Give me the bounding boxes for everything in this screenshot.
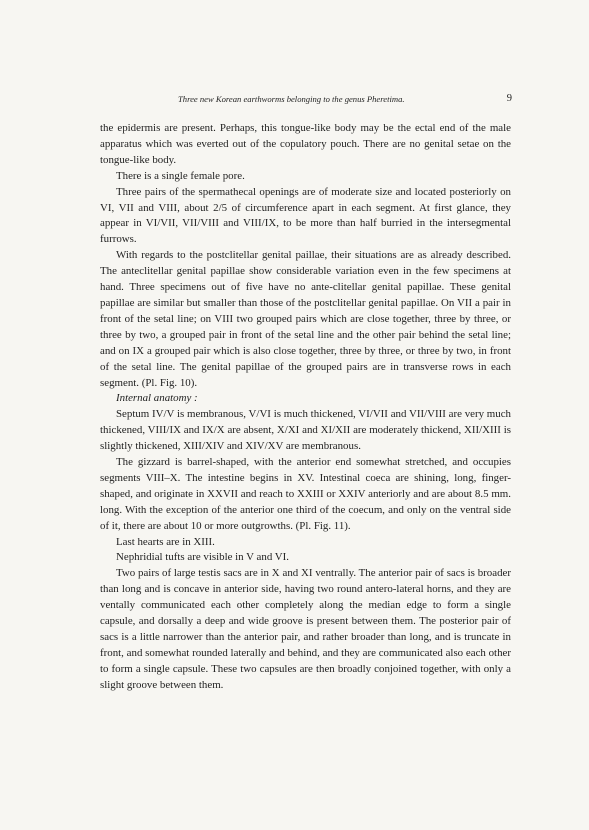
running-title: Three new Korean earthworms belonging to the genus Pheretima.: [178, 94, 405, 104]
page-number: 9: [506, 93, 512, 104]
body-text: [100, 121, 511, 694]
paragraph-hearts: Last hearts are in XIII.: [116, 535, 215, 548]
paragraph-female-pore: There is a single female pore.: [116, 169, 245, 182]
paragraph-genital-papillae: With regards to the postclitellar genital paillae, their situations are as already described. The anteclitellar genital papillae show considerable variation even in the few specimens at hand. Three specimens out of five have no ante-clitellar genital papillae. These genital papillae are similar but smaller than those of the postclitellar genital papillae. On VII a pair in front of the setal line; on VIII two grouped pairs which are close together, three by three, or three by two, a grouped pair in front of the setal line and the other pair behind the setal line; and on IX a grouped pair which is also close together, three by three, or three by two, in front of the setal line. The genital papillae of the grouped pairs are in transverse rows in each segment. (Pl. Fig. 10).: [100, 249, 511, 389]
section-heading-internal-anatomy: Internal anatomy :: [116, 392, 198, 405]
running-head: [100, 94, 512, 108]
paragraph-gizzard: The gizzard is barrel-shaped, with the anterior end somewhat stretched, and occupies segments VIII–X. The intestine begins in XV. Intestinal coeca are shining, long, finger-shaped, and originate in XXVII and reach to XXIII or XXIV anteriorly and are about 8.5 mm. long. With the exception of the anterior one third of the coecum, and only on the ventral side of it, there are about 10 or more outgrowths. (Pl. Fig. 11).: [100, 456, 511, 532]
paragraph-testis-sacs: Two pairs of large testis sacs are in X and XI ventrally. The anterior pair of sacs is broader than long and is concave in anterior side, having two round antero-lateral horns, and they are ventally communicated each other completely along the median edge to form a single capsule, and dorsally a deep and wide groove is present between them. The posterior pair of sacs is a little narrower than the anterior pair, and rather broader than long, and is truncate in front, and somewhat rounded laterally and behind, and they are communicated also each other to form a single capsule. These two capsules are then broadly conjoined together, with only a slight groove between them.: [100, 567, 511, 691]
paragraph-epidermis: the epidermis are present. Perhaps, this tongue-like body may be the ectal end of the male apparatus which was everted out of the copulatory pouch. There are no genital setae on the tongue-like body.: [100, 122, 511, 166]
paragraph-septa: Septum IV/V is membranous, V/VI is much thickened, VI/VII and VII/VIII are very much thickened, VIII/IX and IX/X are absent, X/XI and XI/XII are moderately thickend, XII/XIII is slightly thickened, XIII/XIV and XIV/XV are membranous.: [100, 408, 511, 453]
paragraph-spermathecal-openings: Three pairs of the spermathecal openings are of moderate size and located posteriorly on VI, VII and VIII, about 2/5 of circumference apart in each segment. At first glance, they appear in VI/VII, VII/VIII and VIII/IX, to be more than half burried in the intersegmental furrows.: [100, 185, 511, 246]
paragraph-nephridial-tufts: Nephridial tufts are visible in V and VI.: [116, 551, 290, 564]
